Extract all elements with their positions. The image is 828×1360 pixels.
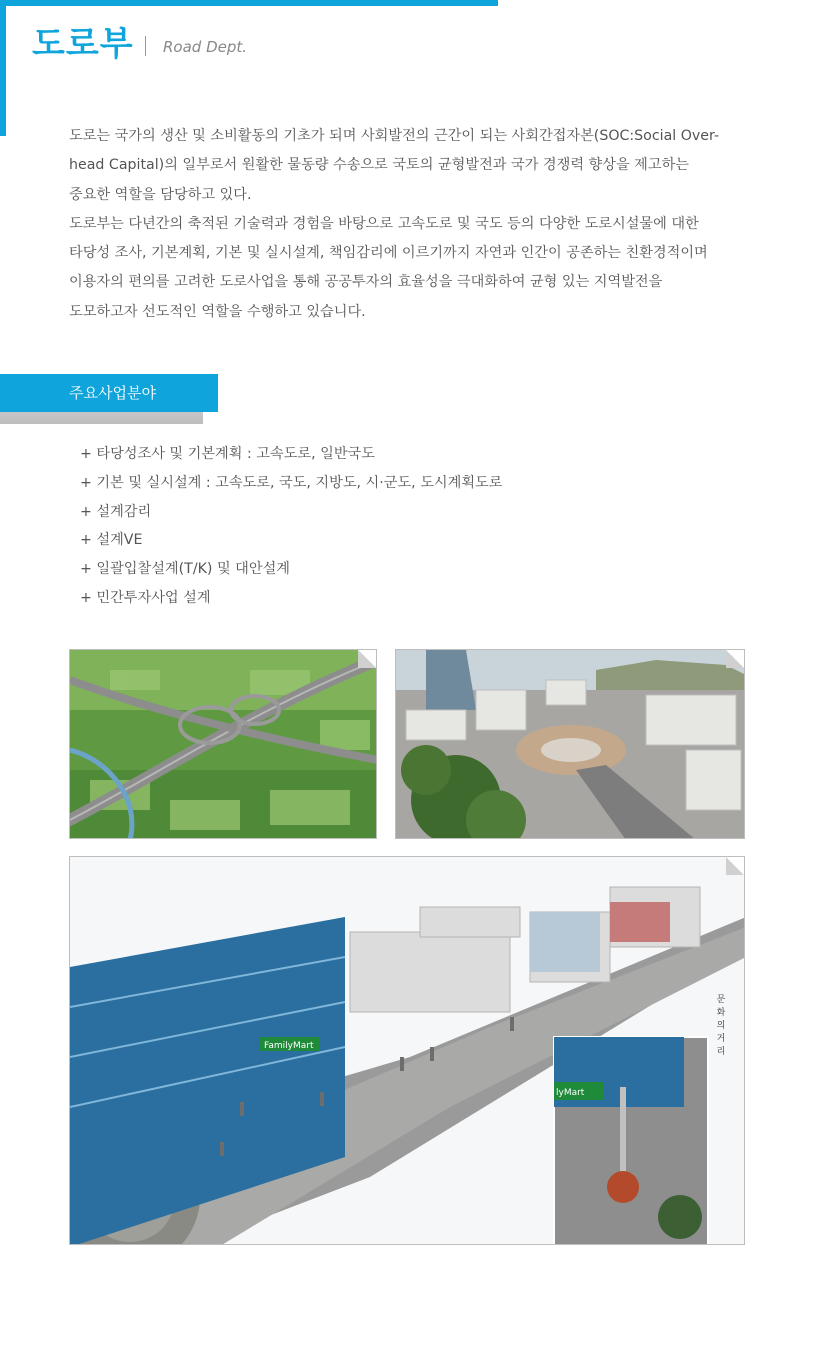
list-item: + 타당성조사 및 기본계획 : 고속도로, 일반국도 (80, 446, 375, 462)
street-illustration (70, 857, 745, 1245)
intro-line: 타당성 조사, 기본계획, 기본 및 실시설계, 책임감리에 이르기까지 자연과 인간이 공존하는 친환경적이며 (69, 245, 708, 262)
intro-line: head Capital)의 일부로서 원활한 물동량 수송으로 국토의 균형발전과 국가 경쟁력 향상을 제고하는 (69, 157, 689, 174)
list-item: + 기본 및 실시설계 : 고속도로, 국도, 지방도, 시·군도, 도시계획도로 (80, 474, 503, 491)
page-fold-corner (726, 650, 744, 668)
left-accent-bar (0, 0, 6, 136)
interchange-illustration (70, 650, 377, 839)
inset-store-sign: lyMart (556, 1088, 585, 1098)
list-item: + 설계VE (80, 532, 143, 549)
interchange-photo (69, 649, 377, 839)
roundabout-photo (395, 649, 745, 839)
store-sign: FamilyMart (264, 1041, 314, 1051)
intro-line: 도모하고자 선도적인 역할을 수행하고 있습니다. (69, 303, 366, 320)
list-item: + 민간투자사업 설계 (80, 589, 211, 606)
caption-char: 리 (716, 1047, 726, 1057)
page-title: 도로부 (32, 24, 134, 64)
list-item: + 설계감리 (80, 503, 152, 520)
page-fold-corner (726, 857, 744, 875)
caption-char: 문 (716, 995, 726, 1005)
intro-line: 도로는 국가의 생산 및 소비활동의 기초가 되며 사회발전의 근간이 되는 사회간접자본(SOC:Social Over- (69, 128, 720, 144)
intro-line: 도로부는 다년간의 축적된 기술력과 경험을 바탕으로 고속도로 및 국도 등의 다양한 도로시설물에 대한 (69, 215, 699, 232)
caption-char: 거 (716, 1034, 726, 1044)
caption-char: 의 (716, 1021, 726, 1031)
street-caption (714, 994, 728, 1059)
business-list (80, 440, 502, 613)
caption-char: 화 (716, 1008, 726, 1018)
list-item: + 일괄입찰설계(T/K) 및 대안설계 (80, 561, 290, 578)
culture-street-photo (69, 856, 745, 1245)
top-accent-bar (0, 0, 498, 6)
page-subtitle: Road Dept. (163, 38, 248, 56)
intro-line: 이용자의 편의를 고려한 도로사업을 통해 공공투자의 효율성을 극대화하여 균형 있는 지역발전을 (69, 274, 663, 291)
intro-text (69, 122, 759, 327)
title-divider (145, 36, 146, 56)
page-fold-corner (358, 650, 376, 668)
section-title: 주요사업분야 (0, 374, 218, 412)
intro-line: 중요한 역할을 담당하고 있다. (69, 186, 252, 203)
roundabout-illustration (396, 650, 745, 839)
